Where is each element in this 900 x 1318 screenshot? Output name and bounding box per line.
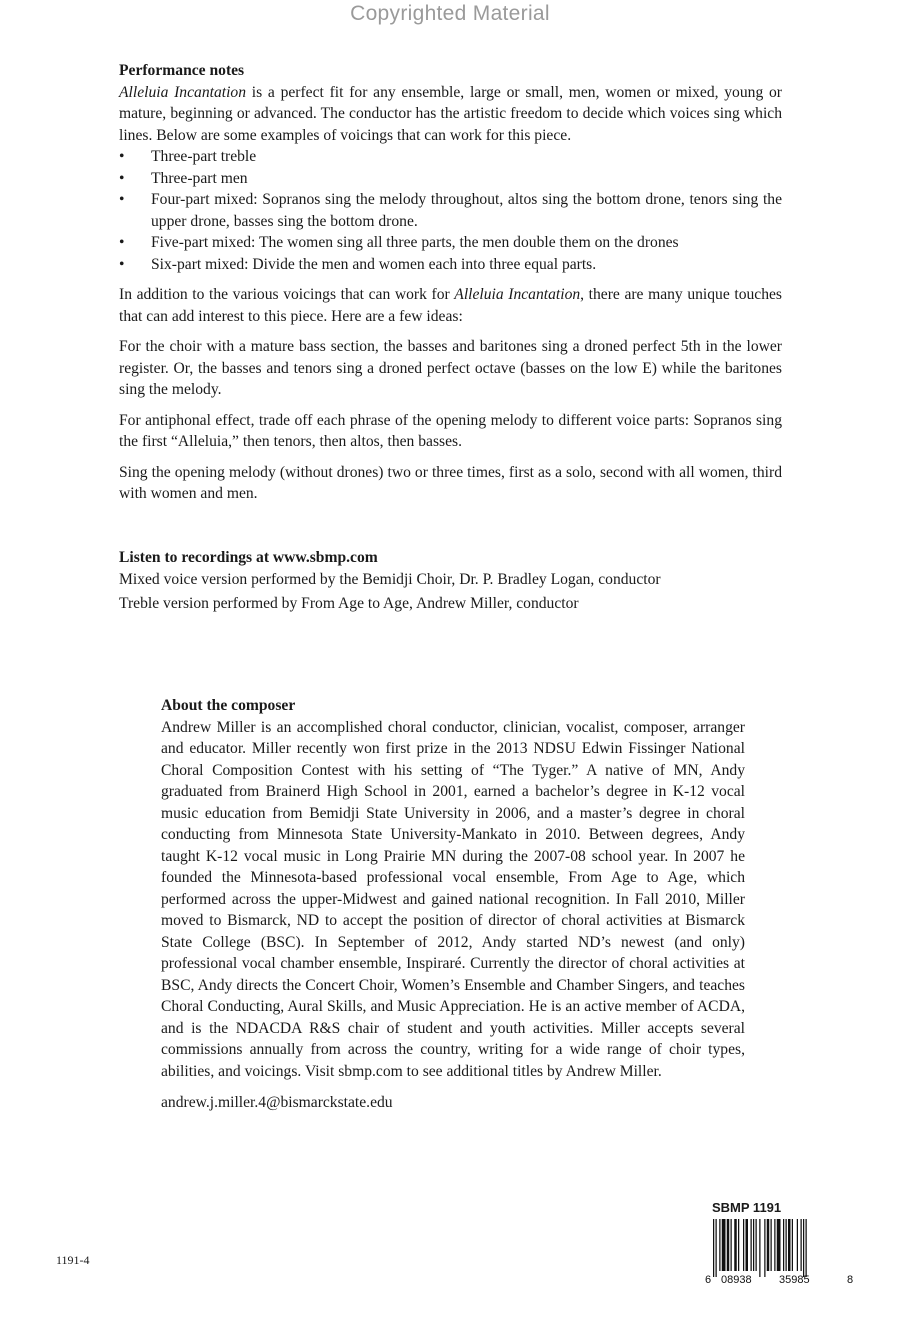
bullet-icon: • xyxy=(119,255,125,273)
sku-label: SBMP 1191 xyxy=(712,1200,782,1215)
barcode-block xyxy=(705,1200,855,1287)
opening-melody-paragraph: Sing the opening melody (without drones) two or three times, first as a solo, second with all women, third with women and men. xyxy=(119,463,782,502)
voicing-item-text: Six-part mixed: Divide the men and women each into three equal parts. xyxy=(151,255,597,273)
voicing-item xyxy=(119,232,782,254)
bullet-icon: • xyxy=(119,191,125,208)
bullet-icon: • xyxy=(119,169,125,187)
barcode-bar xyxy=(716,1219,717,1277)
barcode-bar xyxy=(756,1219,757,1271)
barcode-icon xyxy=(705,1215,855,1287)
barcode-bar xyxy=(806,1219,807,1277)
composer-bio: Andrew Miller is an accomplished choral conductor, clinician, vocalist, composer, arranger and educator. Miller recently won first prize in the 2013 NDSU Edwin Fissinger National Choral Composition Contest with his setting of “The Tyger.” A native of MN, Andy graduated from Brainerd High School in 2001, earned a bachelor’s degree in K-12 vocal music education from Bemidji State University in 2006, and a master’s degree in choral conducting from Minnesota State University-Mankato in 2010. Between degrees, Andy taught K-12 vocal music in Long Prairie MN during the 2007-08 school year. In 2007 he founded the Minnesota-based professional vocal ensemble, From Age to Age, which performed across the upper-Midwest and gained national recognition. In Fall 2010, Miller moved to Bismarck, ND to accept the position of director of choral activities at Bismarck State College (BSC). In September of 2012, Andy started ND’s newest (and only) professional vocal chamber ensemble, Inspiraré. Currently the director of choral activities at BSC, Andy directs the Concert Choir, Women’s Ensemble and Chamber Singers, and teaches Choral Conducting, Aural Skills, and Music Appreciation. He is an active member of ACDA, and is the NDACDA R&S chair of student and youth activities. Miller accepts several commissions annually from across the country, writing for a wide range of choir types, abilities, and voicings. Visit sbmp.com to see additional titles by Andrew Miller. xyxy=(161,718,745,1080)
composer-email: andrew.j.miller.4@bismarckstate.edu xyxy=(161,1094,393,1111)
about-composer-section xyxy=(161,695,745,1114)
recordings-heading: Listen to recordings at www.sbmp.com xyxy=(119,549,378,566)
unique-touches-text-end: , there are many unique touches that can add interest to this piece. Here are a few ideas: xyxy=(119,286,782,325)
barcode-bar xyxy=(759,1219,760,1277)
barcode-bar xyxy=(771,1219,772,1271)
piece-title: Alleluia Incantation xyxy=(454,286,581,303)
barcode-bar xyxy=(753,1219,754,1271)
voicing-item-text: Three-part men xyxy=(151,169,248,187)
unique-touches-paragraph xyxy=(119,284,782,327)
bullet-icon: • xyxy=(119,148,125,165)
voicing-item xyxy=(119,146,782,168)
barcode-bar xyxy=(751,1219,752,1271)
barcode-bar xyxy=(803,1219,804,1277)
voicing-list xyxy=(119,146,782,275)
barcode-left-digits: 08938 xyxy=(721,1274,752,1286)
performance-notes-intro xyxy=(119,82,782,147)
barcode-bar xyxy=(774,1219,775,1271)
barcode-bar xyxy=(801,1219,802,1271)
voicing-item-text: Five-part mixed: The women sing all three parts, the men double them on the drones xyxy=(151,234,679,251)
copyright-watermark: Copyrighted Material xyxy=(350,2,550,25)
performance-notes-heading: Performance notes xyxy=(119,62,245,79)
antiphonal-paragraph: For antiphonal effect, trade off each phrase of the opening melody to different voice parts: Sopranos sing the first “Alleluia,” then tenors, then altos, then basses. xyxy=(119,411,782,450)
voicing-item xyxy=(119,189,782,232)
barcode-bar xyxy=(797,1219,798,1271)
performance-notes-section xyxy=(119,60,782,505)
barcode-right-digits: 35985 xyxy=(779,1274,810,1286)
voicing-item xyxy=(119,254,782,276)
intro-text: is a perfect fit for any ensemble, large or small, men, women or mixed, young or mature, beginning or advanced. The conductor has the artistic freedom to decide which voices sing which lines. Below are some examples of voicings that can work for this piece. xyxy=(119,83,782,144)
bass-section-paragraph: For the choir with a mature bass section, the basses and baritones sing a droned perfect 5th in the lower register. Or, the basses and tenors sing a droned perfect octave (basses on the low E) while the baritones sing the melody. xyxy=(119,338,782,398)
voicing-item-text: Three-part treble xyxy=(151,148,257,165)
mixed-voice-recording: Mixed voice version performed by the Bemidji Choir, Dr. P. Bradley Logan, conductor xyxy=(119,570,661,588)
unique-touches-text: In addition to the various voicings that can work for xyxy=(119,286,455,303)
treble-recording: Treble version performed by From Age to Age, Andrew Miller, conductor xyxy=(119,595,579,612)
barcode-bar xyxy=(722,1219,726,1271)
recordings-section xyxy=(119,547,782,615)
voicing-item xyxy=(119,168,782,190)
about-composer-heading: About the composer xyxy=(161,697,296,714)
barcode-bar xyxy=(792,1219,793,1271)
barcode-bar xyxy=(767,1219,770,1271)
barcode-bar xyxy=(743,1219,744,1271)
barcode-bar xyxy=(727,1219,730,1271)
barcode-bar xyxy=(783,1219,784,1271)
page-code: 1191-4 xyxy=(56,1253,90,1267)
barcode-bar xyxy=(788,1219,791,1271)
bullet-icon: • xyxy=(119,234,125,251)
barcode-bar xyxy=(777,1219,781,1271)
piece-title: Alleluia Incantation xyxy=(119,83,247,101)
barcode-bar xyxy=(746,1219,749,1271)
barcode-bar xyxy=(764,1219,765,1277)
voicing-item-text: Four-part mixed: Sopranos sing the melody throughout, altos sing the bottom drone, tenors sing the upper drone, basses sing the bottom drone. xyxy=(151,191,782,230)
barcode-bar xyxy=(786,1219,787,1271)
barcode-trail-digit: 8 xyxy=(847,1274,854,1286)
barcode-bar xyxy=(731,1219,732,1271)
barcode-bar xyxy=(719,1219,720,1271)
barcode-bar xyxy=(734,1219,737,1271)
barcode-bar xyxy=(713,1219,714,1277)
barcode-lead-digit: 6 xyxy=(705,1274,712,1286)
barcode-bar xyxy=(738,1219,739,1271)
